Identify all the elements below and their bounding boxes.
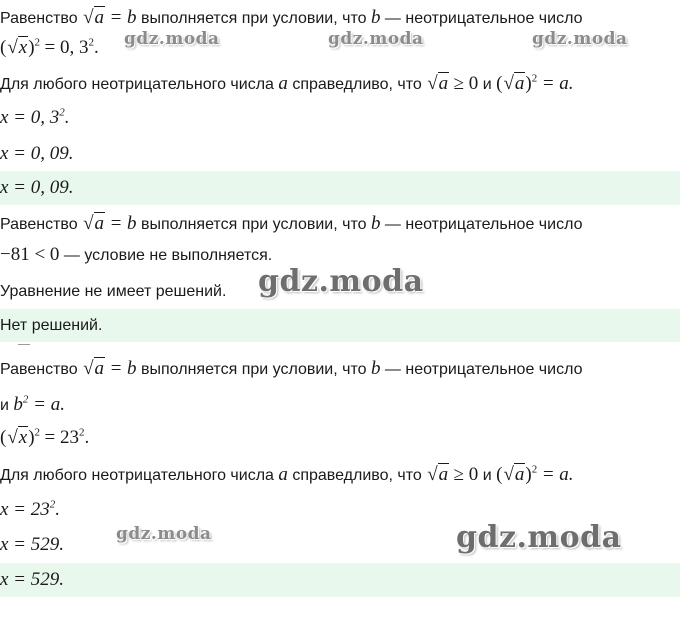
x-eq-009: x = 0, 09. bbox=[0, 143, 74, 164]
x-eq-529: x = 529. bbox=[0, 534, 65, 555]
text-dlya-lyubogo-2: Для любого неотрицательного числа bbox=[0, 467, 274, 484]
text-i: и bbox=[482, 76, 492, 93]
watermark: gdz.moda bbox=[456, 520, 622, 555]
eq-03-squared: = 0, $3^2$. bbox=[44, 36, 99, 58]
eq-b-3: = b bbox=[109, 358, 137, 379]
watermark: gdz.moda bbox=[124, 29, 220, 49]
text-usl-ne: — условие не выполняется. bbox=[63, 247, 273, 264]
text-spravedlivo-2: справедливо, что bbox=[292, 467, 422, 484]
var-a-2: a bbox=[278, 464, 288, 485]
answer-3-value: x = 529. bbox=[0, 569, 65, 590]
watermark: gdz.moda bbox=[116, 524, 212, 544]
sqrt-a-4: √a bbox=[83, 358, 105, 379]
text-i-2: и bbox=[482, 467, 492, 484]
x-eq-03: x = 0, $3^2$. bbox=[0, 106, 70, 128]
answer-2-value: Нет решений. bbox=[0, 317, 103, 334]
sqrt-a: √a bbox=[83, 7, 105, 28]
sqrt-a-2: √a bbox=[427, 73, 449, 94]
cond-line-1 bbox=[0, 8, 680, 29]
eq-b: = b bbox=[109, 7, 137, 28]
text-ravenstvo-2: Равенство bbox=[0, 216, 78, 233]
property-line-1 bbox=[0, 74, 680, 95]
x-eq-009-line bbox=[0, 144, 680, 165]
watermark: gdz.moda bbox=[328, 29, 424, 49]
eq-b-2: = b bbox=[109, 213, 137, 234]
eq-a: = a. bbox=[541, 73, 574, 94]
var-b-3: b bbox=[370, 358, 381, 379]
text-neotr: — неотрицательное число bbox=[384, 10, 583, 27]
text-neotr-2: — неотрицательное число bbox=[384, 216, 583, 233]
neg81-line bbox=[0, 245, 680, 266]
geq-zero-2: ≥ 0 bbox=[453, 464, 479, 485]
paren-sqrt-a-2: $(√a)^2$ bbox=[496, 463, 538, 485]
text-ravenstvo-3: Равенство bbox=[0, 361, 78, 378]
eq-line-3 bbox=[0, 428, 680, 449]
answer-1 bbox=[0, 171, 680, 205]
paren-sqrt-a: $(√a)^2$ bbox=[496, 72, 538, 94]
neg81: −81 < 0 bbox=[0, 244, 60, 265]
x-eq-23-line bbox=[0, 500, 680, 521]
answer-2 bbox=[0, 309, 680, 342]
sqrt-a-3: √a bbox=[83, 213, 105, 234]
cond-line-2 bbox=[0, 214, 680, 235]
eq-a-2: = a. bbox=[541, 464, 574, 485]
cond-line-3 bbox=[0, 359, 680, 380]
text-vypoln-3: выполняется при условии, что bbox=[141, 361, 367, 378]
text-no-solution: Уравнение не имеет решений. bbox=[0, 283, 227, 300]
text-ravenstvo: Равенство bbox=[0, 10, 78, 27]
watermark: gdz.moda bbox=[258, 264, 424, 299]
x-eq-23: $x = 23^2$. bbox=[0, 498, 61, 520]
var-b: b bbox=[370, 7, 381, 28]
var-a: a bbox=[278, 73, 288, 94]
var-b-2: b bbox=[370, 213, 381, 234]
property-line-2 bbox=[0, 465, 680, 486]
divider-mark bbox=[18, 344, 30, 345]
text-dlya-lyubogo: Для любого неотрицательного числа bbox=[0, 76, 274, 93]
text-vypoln: выполняется при условии, что bbox=[141, 10, 367, 27]
b-squared: $b^2 = a$. bbox=[13, 393, 65, 415]
eq-23-squared: = $23^2$. bbox=[44, 426, 90, 448]
paren-sqrt-x: $(√x)^2$ bbox=[0, 36, 41, 58]
answer-3 bbox=[0, 563, 680, 597]
paren-sqrt-x-2: $(√x)^2$ bbox=[0, 426, 41, 448]
answer-1-value: x = 0, 09. bbox=[0, 177, 74, 198]
text-neotr-3: — неотрицательное число bbox=[384, 361, 583, 378]
x-eq-03-line bbox=[0, 108, 680, 129]
text-spravedlivo: справедливо, что bbox=[292, 76, 422, 93]
b2-line bbox=[0, 395, 680, 416]
sqrt-a-5: √a bbox=[427, 464, 449, 485]
text-vypoln-2: выполняется при условии, что bbox=[141, 216, 367, 233]
watermark: gdz.moda bbox=[532, 29, 628, 49]
geq-zero: ≥ 0 bbox=[453, 73, 479, 94]
text-i-prefix: и bbox=[0, 397, 9, 414]
